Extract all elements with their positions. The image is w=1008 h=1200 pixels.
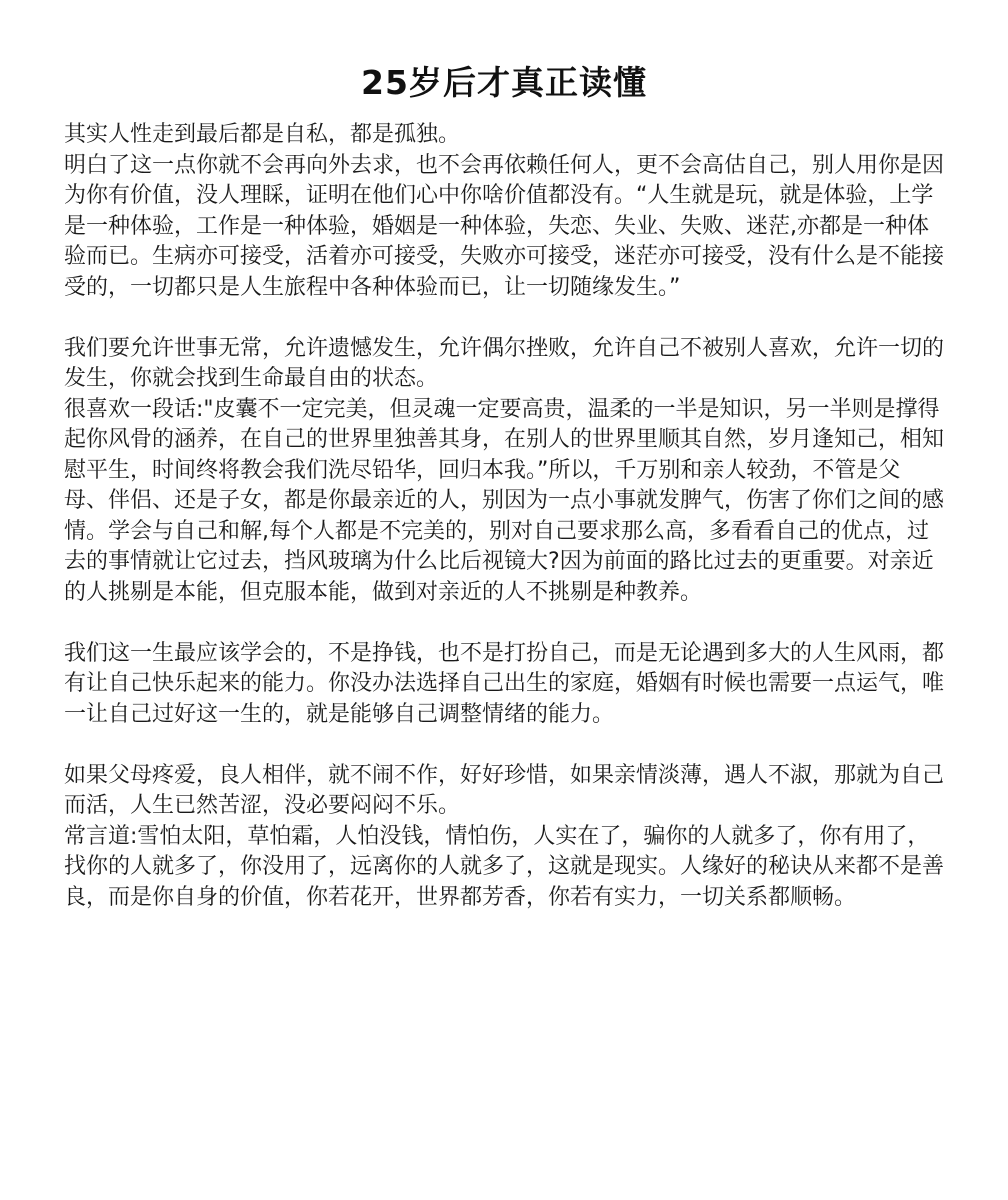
paragraph-spacer	[64, 608, 944, 639]
article-body	[64, 120, 944, 913]
paragraph-5: 我们这一生最应该学会的，不是挣钱，也不是打扮自己，而是无论遇到多大的人生风雨，都有让自己快乐起来的能力。你没办法选择自己出生的家庭，婚姻有时候也需要一点运气，唯一让自己过好这一生的，就是能够自己调整情绪的能力。	[64, 640, 945, 727]
paragraph-1: 其实人性走到最后都是自私，都是孤独。	[64, 122, 461, 147]
paragraph-3: 我们要允许世事无常，允许遗憾发生，允许偶尔挫败，允许自己不被别人喜欢，允许一切的发生，你就会找到生命最自由的状态。	[64, 335, 945, 391]
paragraph-spacer	[64, 730, 944, 761]
paragraph-spacer	[64, 303, 944, 334]
paragraph-6: 如果父母疼爱，良人相伴，就不闹不作，好好珍惜，如果亲情淡薄，遇人不淑，那就为自己而活，人生已然苦涩，没必要闷闷不乐。	[64, 762, 945, 818]
paragraph-7: 常言道:雪怕太阳，草怕霜，人怕没钱，情怕伤，人实在了，骗你的人就多了，你有用了，找你的人就多了，你没用了，远离你的人就多了，这就是现实。人缘好的秘诀从来都不是善良，而是你自身的价值，你若花开，世界都芳香，你若有实力，一切关系都顺畅。	[64, 823, 945, 910]
paragraph-2: 明白了这一点你就不会再向外去求，也不会再依赖任何人，更不会高估自己，别人用你是因为你有价值，没人理睬，证明在他们心中你啥价值都没有。“人生就是玩，就是体验，上学是一种体验，工作是一种体验，婚姻是一种体验，失恋、失业、失败、迷茫,亦都是一种体验而已。生病亦可接受，活着亦可接受，失败亦可接受，迷茫亦可接受，没有什么是不能接受的，一切都只是人生旅程中各种体验而已，让一切随缘发生。”	[64, 152, 945, 300]
article-title: 25岁后才真正读懂	[361, 63, 647, 102]
paragraph-4: 很喜欢一段话:"皮囊不一定完美，但灵魂一定要高贵，温柔的一半是知识，另一半则是撑得起你风骨的涵养，在自己的世界里独善其身，在别人的世界里顺其自然，岁月逢知己，相知慰平生，时间终将教会我们洗尽铅华，回归本我。”所以，千万别和亲人较劲，不管是父母、伴侣、还是子女，都是你最亲近的人，别因为一点小事就发脾气，伤害了你们之间的感情。学会与自己和解,每个人都是不完美的，别对自己要求那么高，多看看自己的优点，过去的事情就让它过去，挡风玻璃为什么比后视镜大?因为前面的路比过去的更重要。对亲近的人挑剔是本能，但克服本能，做到对亲近的人不挑剔是种教养。	[64, 396, 945, 605]
